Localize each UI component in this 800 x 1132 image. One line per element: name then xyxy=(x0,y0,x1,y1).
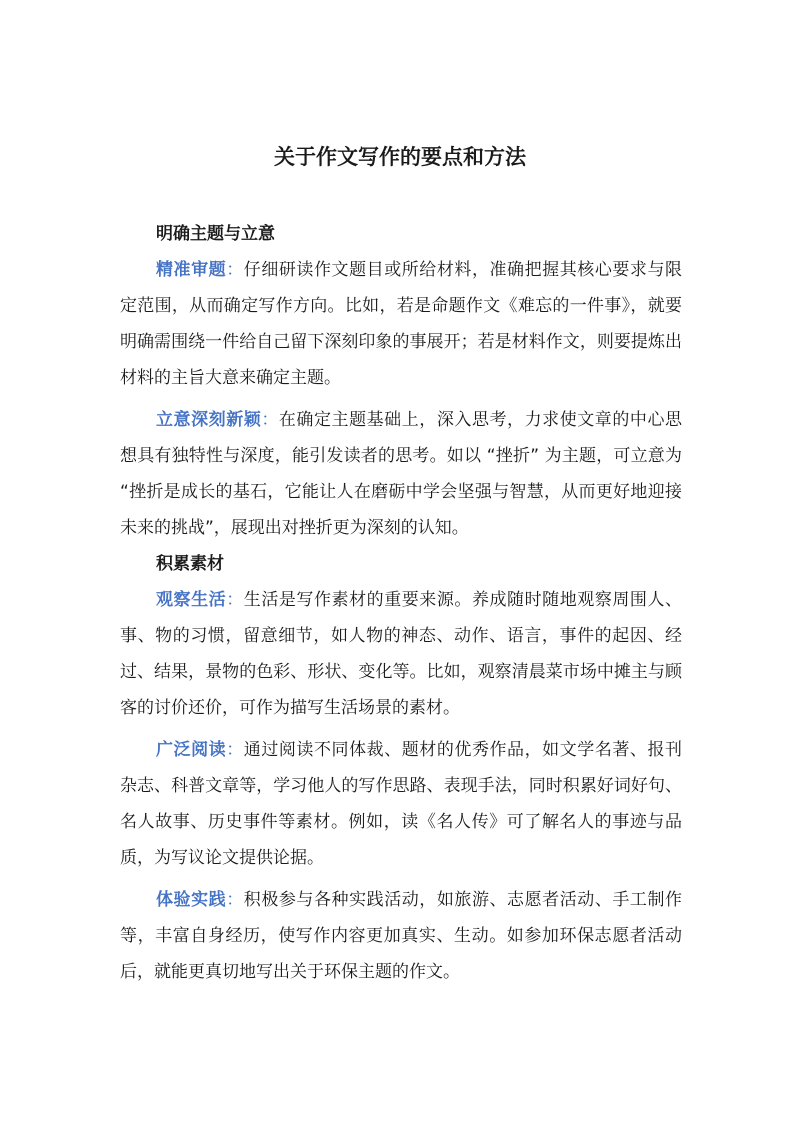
term-separator: ： xyxy=(226,590,244,610)
paragraph-observe-life xyxy=(120,582,682,726)
term-deep-novel-intent: 立意深刻新颖 xyxy=(156,410,262,430)
paragraph-wide-reading xyxy=(120,732,682,876)
term-separator: ： xyxy=(226,890,244,910)
section-heading-theme: 明确主题与立意 xyxy=(156,224,275,244)
term-experience-practice: 体验实践 xyxy=(156,890,227,910)
paragraph-text: 生活是写作素材的重要来源。养成随时随地观察周围人、事、物的习惯，留意细节，如人物的神态、动作、语言，事件的起因、经过、结果，景物的色彩、形状、变化等。比如，观察清晨菜市场中摊主与顾客的讨价还价，可作为描写生活场景的素材。 xyxy=(120,590,683,718)
paragraph-text: 在确定主题基础上，深入思考，力求使文章的中心思想具有独特性与深度，能引发读者的思考。如以 “挫折” 为主题，可立意为 “挫折是成长的基石，它能让人在磨砺中学会坚强与智慧，从而更好地迎接未来的挑战”，展现出对挫折更为深刻的认知。 xyxy=(120,410,683,538)
paragraph-text: 仔细研读作文题目或所给材料，准确把握其核心要求与限定范围，从而确定写作方向。比如，若是命题作文《难忘的一件事》，就要明确需围绕一件给自己留下深刻印象的事展开；若是材料作文，则要提炼出材料的主旨大意来确定主题。 xyxy=(120,260,683,388)
term-precise-topic-review: 精准审题 xyxy=(156,260,227,280)
term-separator: ： xyxy=(261,410,279,430)
paragraph-experience-practice xyxy=(120,882,682,990)
paragraph-deep-novel-intent xyxy=(120,402,682,546)
term-separator: ： xyxy=(226,740,244,760)
term-wide-reading: 广泛阅读 xyxy=(156,740,227,760)
term-separator: ： xyxy=(226,260,244,280)
document-body xyxy=(120,216,682,990)
page-title: 关于作文写作的要点和方法 xyxy=(274,145,526,169)
section-heading-materials: 积累素材 xyxy=(156,554,224,574)
paragraph-text: 通过阅读不同体裁、题材的优秀作品，如文学名著、报刊杂志、科普文章等，学习他人的写作思路、表现手法，同时积累好词好句、名人故事、历史事件等素材。例如，读《名人传》可了解名人的事迹与品质，为写议论文提供论据。 xyxy=(120,740,683,868)
paragraph-precise-topic-review xyxy=(120,252,682,396)
term-observe-life: 观察生活 xyxy=(156,590,227,610)
paragraph-text: 积极参与各种实践活动，如旅游、志愿者活动、手工制作等，丰富自身经历，使写作内容更加真实、生动。如参加环保志愿者活动后，就能更真切地写出关于环保主题的作文。 xyxy=(120,890,683,982)
